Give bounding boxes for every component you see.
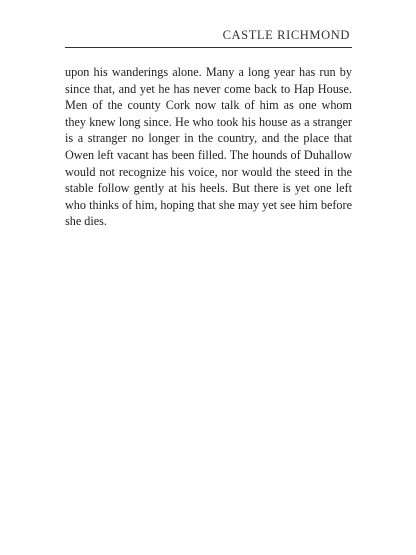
header-rule [65, 47, 352, 48]
body-paragraph: upon his wanderings alone. Many a long year has run by since that, and yet he has never come back to Hap House. Men of the county Cork now talk of him as one whom they knew long since. He who took his house as a stranger is a stranger no longer in the country, and the place that Owen left vacant has been filled. The hounds of Duhallow would not recognize his voice, nor would the steed in the stable follow gently at his heels. But there is yet one left who thinks of him, hoping that she may yet see him before she dies. [65, 65, 352, 229]
running-head-title: CASTLE RICHMOND [222, 28, 350, 42]
